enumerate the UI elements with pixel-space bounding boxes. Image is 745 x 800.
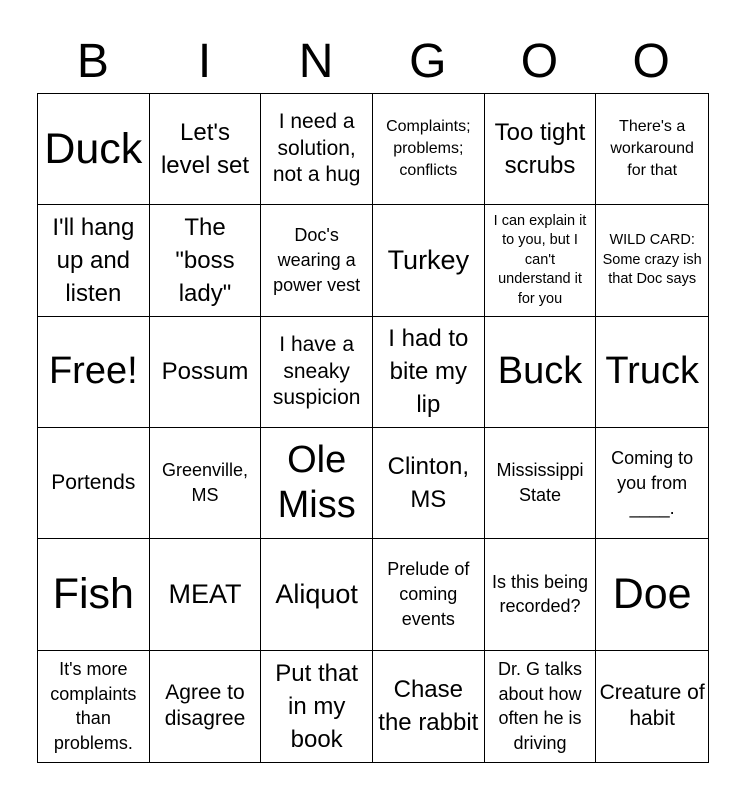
bingo-cell[interactable] [373, 651, 485, 762]
cell-text: Doc's wearing a power vest [273, 225, 361, 295]
cell-text: There's a workaround for that [610, 118, 694, 180]
cell-text: MEAT [168, 578, 242, 609]
header-letter-b: B [76, 35, 109, 88]
bingo-cell[interactable] [485, 317, 597, 428]
bingo-cell[interactable] [38, 94, 150, 205]
bingo-cell[interactable] [150, 94, 262, 205]
bingo-cell[interactable] [261, 317, 373, 428]
cell-text: Doe [612, 569, 692, 618]
bingo-cell[interactable] [485, 428, 597, 539]
bingo-cell[interactable] [261, 205, 373, 316]
bingo-cell[interactable] [485, 205, 597, 316]
cell-text: I need a solution, not a hug [272, 110, 361, 187]
bingo-board [37, 93, 709, 763]
cell-text: I'll hang up and listen [52, 213, 135, 308]
bingo-cell[interactable] [38, 539, 150, 650]
bingo-cell[interactable] [261, 94, 373, 205]
cell-text: I have a sneaky suspicion [272, 332, 361, 410]
header-letter-i: I [197, 35, 212, 88]
bingo-cell[interactable] [373, 205, 485, 316]
cell-text: Clinton, MS [387, 453, 469, 514]
header-letter-o-2: O [632, 35, 670, 88]
bingo-cell[interactable] [373, 539, 485, 650]
cell-text: Is this being recorded? [491, 571, 589, 617]
cell-text: It's more complaints than problems. [50, 658, 137, 754]
bingo-cell[interactable] [596, 428, 708, 539]
header-letter-n: N [298, 35, 334, 88]
bingo-cell[interactable] [373, 317, 485, 428]
header-letter-o: O [520, 35, 559, 88]
cell-text: Let's level set [160, 119, 250, 180]
cell-text: Creature of habit [599, 680, 705, 731]
bingo-cell[interactable] [261, 651, 373, 762]
cell-text: Chase the rabbit [378, 676, 479, 737]
cell-text: Put that in my book [275, 659, 359, 753]
cell-text: Free! [48, 350, 138, 393]
cell-text: I can explain it to you, but I can't understand it for you [493, 212, 587, 307]
header-letter-g: G [409, 35, 447, 88]
bingo-cell[interactable] [373, 94, 485, 205]
cell-text: Buck [497, 350, 583, 393]
cell-text: I had to bite my lip [388, 325, 469, 419]
cell-text: WILD CARD: Some crazy ish that Doc says [602, 232, 702, 288]
bingo-cell[interactable] [150, 651, 262, 762]
cell-text: Aliquot [275, 578, 358, 609]
bingo-cell[interactable] [596, 539, 708, 650]
cell-text: Mississippi State [496, 460, 584, 506]
cell-text: Prelude of coming events [387, 559, 470, 629]
bingo-cell[interactable] [150, 539, 262, 650]
cell-text: Portends [51, 470, 136, 494]
bingo-cell[interactable] [38, 651, 150, 762]
bingo-cell[interactable] [373, 428, 485, 539]
cell-text: Agree to disagree [164, 680, 246, 731]
bingo-cell[interactable] [596, 317, 708, 428]
cell-text: Coming to you from ____. [611, 447, 694, 518]
bingo-cell[interactable] [150, 205, 262, 316]
bingo-cell[interactable] [596, 651, 708, 762]
bingo-cell[interactable] [485, 94, 597, 205]
cell-text: Ole Miss [277, 438, 356, 527]
bingo-cell[interactable] [485, 539, 597, 650]
cell-text: Duck [44, 124, 143, 173]
cell-text: Fish [52, 569, 134, 618]
cell-text: Possum [161, 358, 249, 386]
bingo-cell[interactable] [596, 94, 708, 205]
cell-text: The "boss lady" [175, 213, 235, 308]
bingo-cell[interactable] [150, 317, 262, 428]
bingo-header [37, 30, 707, 94]
cell-text: Too tight scrubs [494, 119, 586, 180]
bingo-cell[interactable] [596, 205, 708, 316]
cell-text: Turkey [387, 244, 470, 275]
bingo-cell[interactable] [261, 539, 373, 650]
bingo-cell[interactable] [485, 651, 597, 762]
bingo-cell[interactable] [38, 205, 150, 316]
cell-text: Greenville, MS [161, 460, 249, 506]
cell-text: Dr. G talks about how often he is driving [497, 658, 582, 754]
bingo-cell[interactable] [38, 428, 150, 539]
bingo-cell[interactable] [38, 317, 150, 428]
bingo-cell[interactable] [261, 428, 373, 539]
bingo-cell[interactable] [150, 428, 262, 539]
cell-text: Truck [605, 350, 699, 393]
cell-text: Complaints; problems; conflicts [386, 118, 471, 180]
